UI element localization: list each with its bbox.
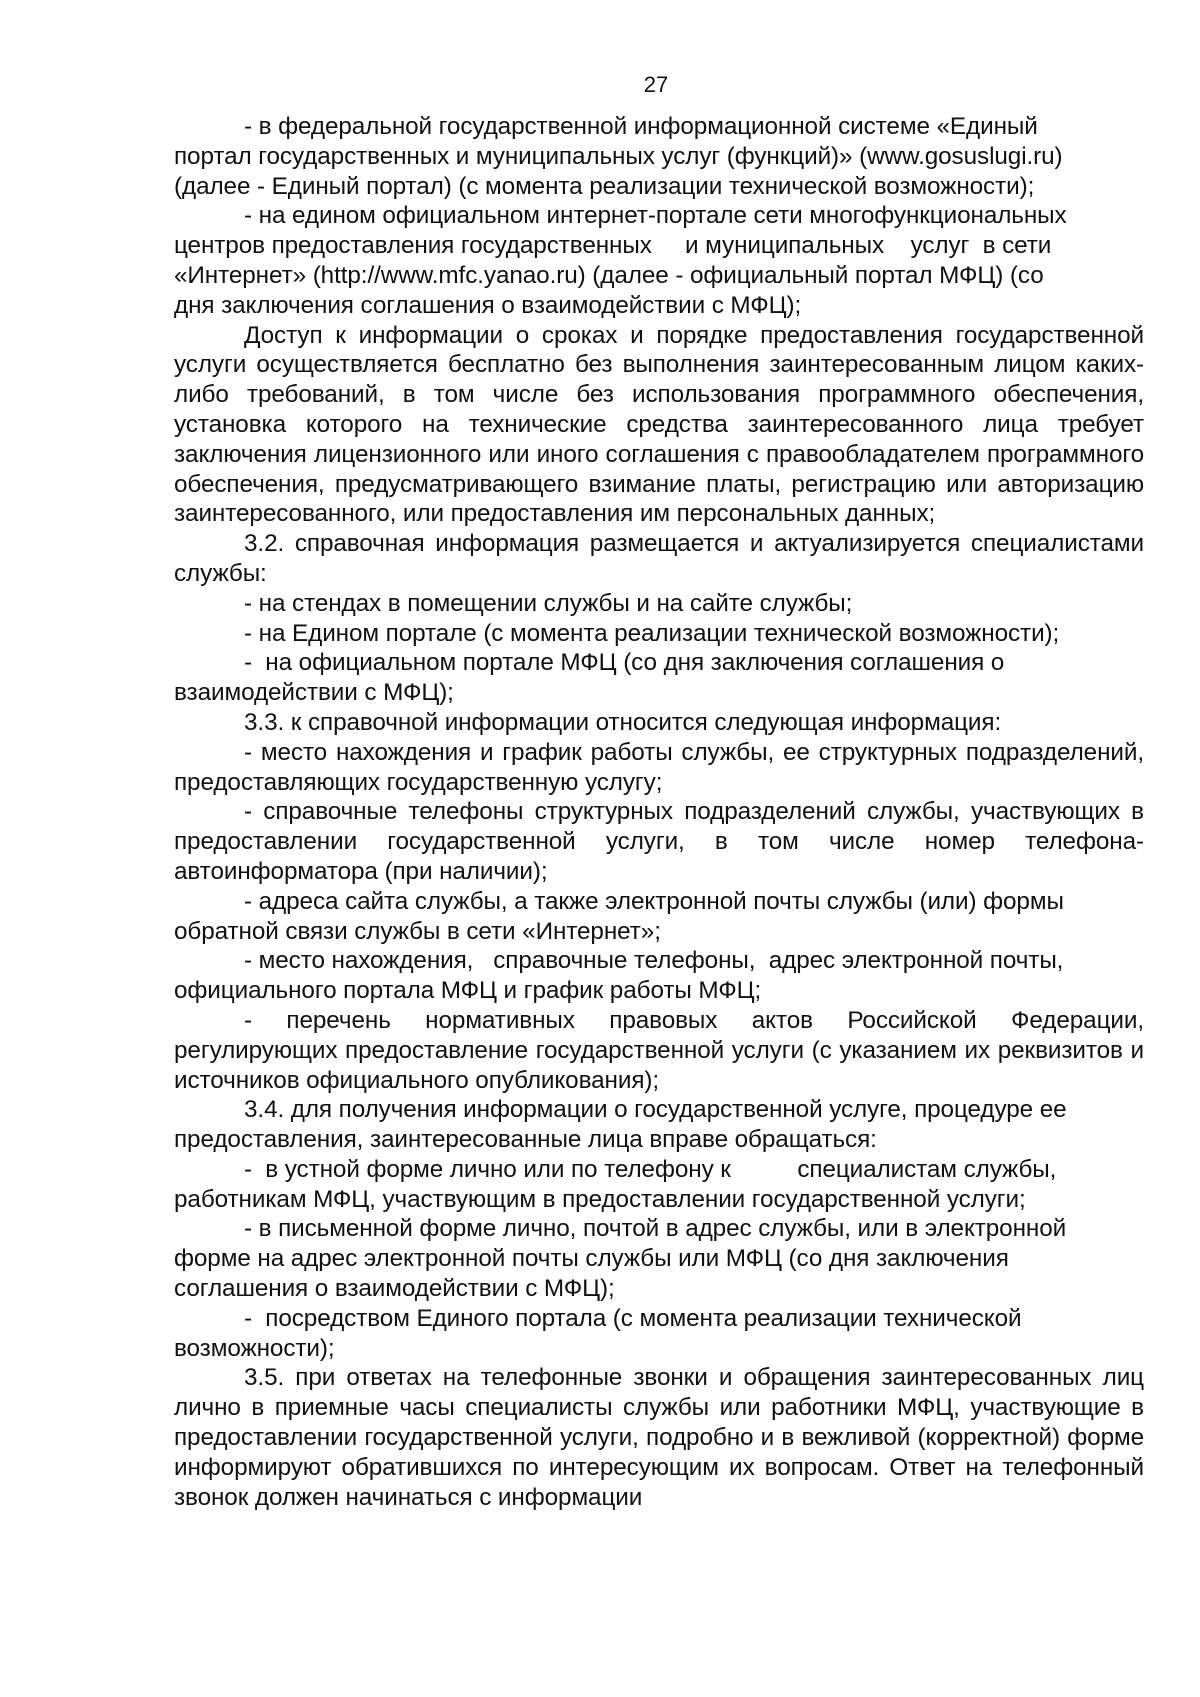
text-line: - на едином официальном интернет-портале сети многофункциональных <box>244 202 1067 230</box>
text-line: форме на адрес электронной почты службы или МФЦ (со дня заключения <box>174 1245 1009 1273</box>
text-line: дня заключения соглашения о взаимодействии с МФЦ); <box>174 291 802 319</box>
list-item-stands <box>174 589 1144 619</box>
paragraph-access-info: Доступ к информации о сроках и порядке предоставления государственной услуги осуществляется бесплатно без выполнения заинтересованным лицом каких-либо требований, в том числе без использования программного обеспечения, установка которого на технические средства заинтересованного лица требует заключения лицензионного или иного соглашения с правообладателем программного обеспечения, предусматривающего взимание платы, регистрацию или авторизацию заинтересованного, или предоставления им персональных данных; <box>174 321 1144 528</box>
paragraph-3-2: 3.2. справочная информация размещается и актуализируется специалистами службы: <box>174 530 1144 587</box>
text-line: соглашения о взаимодействии с МФЦ); <box>174 1275 615 1303</box>
text-line: взаимодействии с МФЦ); <box>174 679 454 707</box>
text-line: «Интернет» (http://www.mfc.yanao.ru) (далее - официальный портал МФЦ) (со <box>174 261 1044 289</box>
list-item-unified-portal <box>174 619 1144 649</box>
text-line: - на Едином портале (с момента реализации технической возможности); <box>244 619 1060 647</box>
text-line: - посредством Единого портала (с момента реализации технической <box>244 1304 1022 1332</box>
text-line: - в федеральной государственной информационной системе «Единый <box>244 113 1038 140</box>
text-line: официального портала МФЦ и график работы МФЦ; <box>174 977 762 1005</box>
text-line: - в письменной форме лично, почтой в адрес службы, или в электронной <box>244 1215 1067 1243</box>
list-item-oral-form <box>174 1155 1144 1215</box>
list-item-location-schedule: - место нахождения и график работы службы, ее структурных подразделений, предоставляющих государственную услугу; <box>174 738 1144 796</box>
text-line: - адреса сайта службы, а также электронной почты службы (или) формы <box>244 887 1064 915</box>
paragraph-mfc-portal <box>174 201 1144 320</box>
text-line: 3.3. к справочной информации относится следующая информация: <box>244 708 1002 736</box>
paragraph-3-5: 3.5. при ответах на телефонные звонки и обращения заинтересованных лиц лично в приемные часы специалисты службы или работники МФЦ, участвующие в предоставлении государственной услуги, подробно и в вежливой (корректной) форме информируют обратившихся по интересующим их вопросам. Ответ на телефонный звонок должен начинаться с информации <box>174 1364 1144 1511</box>
paragraph-3-4 <box>174 1095 1144 1155</box>
paragraph-gosuslugi-portal <box>174 112 1144 201</box>
list-item-normative-acts: - перечень нормативных правовых актов Российской Федерации, регулирующих предоставление государственной услуги (с указанием их реквизитов и источников официального опубликования); <box>174 1006 1144 1094</box>
list-item-addresses <box>174 887 1144 947</box>
text-line: - на официальном портале МФЦ (со дня заключения соглашения о <box>244 649 1005 677</box>
list-item-phones: - справочные телефоны структурных подразделений службы, участвующих в предоставлении государственной услуги, в том числе номер телефона-автоинформатора (при наличии); <box>174 798 1144 885</box>
text-line: портал государственных и муниципальных услуг (функций)» (www.gosuslugi.ru) <box>174 142 1063 170</box>
text-line: центров предоставления государственных и муниципальных услуг в сети <box>174 232 1052 260</box>
list-item-mfc-portal <box>174 648 1144 708</box>
page-number: 27 <box>643 72 669 97</box>
text-line: - место нахождения, справочные телефоны, адрес электронной почты, <box>244 947 1064 975</box>
text-line: возможности); <box>174 1334 335 1362</box>
text-line: работникам МФЦ, участвующим в предоставлении государственной услуги; <box>174 1185 1026 1213</box>
text-line: 3.4. для получения информации о государственной услуге, процедуре ее <box>244 1096 1067 1124</box>
text-line: предоставления, заинтересованные лица вправе обращаться: <box>174 1126 877 1154</box>
list-item-mfc-location <box>174 946 1144 1006</box>
document-body <box>174 112 1144 1512</box>
text-line: обратной связи службы в сети «Интернет»; <box>174 917 661 945</box>
paragraph-3-3 <box>174 708 1144 738</box>
list-item-written-form <box>174 1214 1144 1303</box>
list-item-via-unified-portal <box>174 1304 1144 1364</box>
text-line: - в устной форме лично или по телефону к специалистам службы, <box>244 1155 1057 1183</box>
text-line: (далее - Единый портал) (с момента реализации технической возможности); <box>174 172 1035 200</box>
text-line: - на стендах в помещении службы и на сайте службы; <box>244 589 853 617</box>
